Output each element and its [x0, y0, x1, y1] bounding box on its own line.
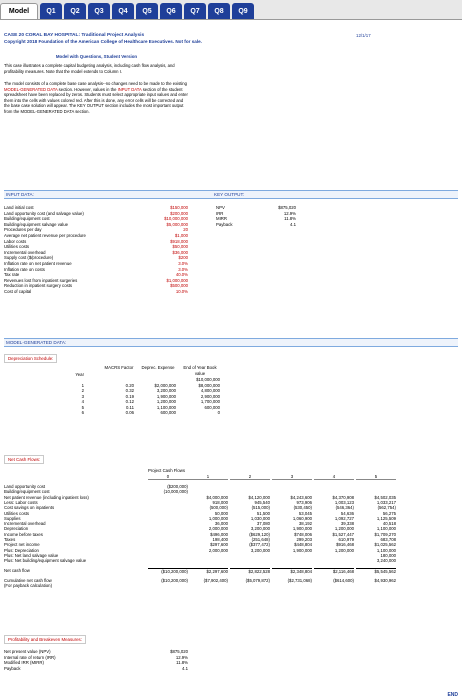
cf-value: 1,900,000 — [292, 526, 312, 532]
cf-value: 51,500 — [256, 510, 270, 516]
net-cash-flow-value: $2,116,468 — [314, 568, 354, 574]
cf-value: 3,240,000 — [376, 558, 396, 564]
model-generated-header: MODEL-GENERATED DATA: — [4, 338, 458, 347]
profit-label: Net present value (NPV) — [4, 649, 51, 654]
dep-book: 600,000 — [204, 404, 220, 410]
tab-q8[interactable]: Q8 — [208, 3, 230, 19]
cf-year-header: 2 — [230, 474, 270, 480]
cf-value: 1,200,000 — [334, 526, 354, 532]
dep-year: 5 — [81, 404, 84, 410]
input-value-cell[interactable]: $200 — [178, 255, 188, 261]
cf-value: 1,033,217 — [376, 499, 396, 505]
input-value-cell[interactable]: 40.0% — [175, 272, 188, 278]
dep-book: 4,800,000 — [200, 388, 220, 393]
key-output-label: IRR — [216, 210, 224, 216]
dep-macrs: 0.12 — [125, 399, 134, 404]
cf-value: 1,100,000 — [376, 547, 396, 553]
dep-book: 0 — [217, 410, 220, 415]
dep-book-header: End of Year Book value — [183, 365, 217, 376]
dep-macrs: 0.06 — [125, 410, 134, 415]
cf-value: 683,708 — [380, 537, 396, 542]
net-cash-flow-value: $2,297,600 — [188, 568, 228, 574]
key-output-value: $875,020 — [278, 205, 296, 210]
profit-value: $875,020 — [170, 649, 188, 654]
intro-text: The model consists of a complete base case analysis--no changes need to be made to the existing — [4, 81, 187, 86]
dep-expense: 1,900,000 — [156, 393, 176, 399]
cf-year-header: 0 — [148, 474, 188, 480]
dep-book: 1,700,000 — [200, 399, 220, 404]
cf-row-label: Supplies — [4, 515, 21, 521]
cf-value: $448,804 — [294, 542, 312, 548]
dep-year: 2 — [81, 388, 84, 393]
case-date: 12/1/17 — [356, 33, 371, 38]
cf-value: 945,540 — [254, 499, 270, 505]
input-value-cell[interactable]: $918,000 — [170, 238, 188, 244]
cf-value: 299,203 — [296, 537, 312, 542]
depreciation-title: Depreciation Schedule: — [4, 354, 57, 363]
cf-value: 40,518 — [382, 521, 396, 527]
cf-row-label: Incremental overhead — [4, 521, 46, 527]
net-cash-flow-value: ($10,200,000) — [148, 568, 188, 574]
cf-value: $1,025,562 — [374, 542, 396, 548]
cf-value: (546,364) — [335, 505, 354, 511]
cumulative-note: (For payback calculation) — [4, 583, 53, 588]
intro-highlight: MODEL-GENERATED DATA — [4, 86, 58, 92]
cf-value: 36,000 — [214, 521, 228, 527]
profit-value: 4.1 — [182, 665, 188, 671]
cf-value: 1,060,900 — [292, 515, 312, 521]
profit-label: Modified IRR (MIRR) — [4, 660, 44, 666]
cf-value: 3,200,000 — [250, 526, 270, 532]
input-value-cell[interactable]: $1,000 — [174, 233, 188, 238]
dep-book: $8,000,000 — [198, 382, 220, 388]
cumulative-label: Cumulative net cash flow — [4, 577, 52, 583]
cf-value: (530,450) — [293, 505, 312, 511]
dep-expense: 1,100,000 — [156, 404, 176, 410]
cf-row-label: Plus: Depreciation — [4, 547, 39, 553]
cf-value: 1,003,123 — [334, 499, 354, 505]
cf-value: 918,000 — [212, 499, 228, 505]
cf-value: 2,000,000 — [208, 526, 228, 532]
cf-value: 37,080 — [256, 521, 270, 527]
input-label: Revenues lost from inpatient surgeries — [4, 277, 78, 283]
cf-value: $1,709,270 — [374, 531, 396, 537]
dep-macrs: 0.19 — [125, 393, 134, 399]
input-label: Building/equipment salvage value — [4, 221, 69, 227]
cf-row-label: Cost savings on inpatients — [4, 505, 55, 511]
tab-q4[interactable]: Q4 — [112, 3, 134, 19]
cf-value: 610,979 — [338, 537, 354, 542]
cf-row-label: Building/equipment cost — [4, 489, 50, 495]
key-output-label: Payback — [216, 221, 233, 227]
cf-value: 1,000,000 — [208, 515, 228, 521]
input-label: Land opportunity cost (and salvage value) — [4, 210, 84, 216]
sheet-tab-bar — [0, 0, 462, 20]
cf-value: 1,200,000 — [334, 547, 354, 553]
cf-value: (10,000,000) — [163, 489, 188, 495]
cf-row-label: Taxes — [4, 537, 16, 542]
cf-year-header: 5 — [356, 474, 396, 480]
dep-expense-header: Deprec. Expense — [141, 365, 175, 370]
input-value-cell[interactable]: $500,000 — [170, 283, 188, 289]
dep-macrs: 0.11 — [125, 404, 134, 410]
input-label: Supply cost ($/procedure) — [4, 255, 54, 261]
input-label: Inflation rate on net patient revenue — [4, 261, 72, 266]
input-label: Incremental overhead — [4, 249, 46, 255]
key-output-label: NPV — [216, 205, 225, 210]
cf-row-label: Income before taxes — [4, 531, 43, 537]
cf-value: $4,502,035 — [374, 494, 396, 500]
input-value-cell[interactable]: $150,000 — [170, 205, 188, 210]
input-value-cell[interactable]: $1,000,000 — [166, 277, 188, 283]
key-output-label: KEY OUTPUT: — [214, 192, 245, 197]
cf-value: ($377,472) — [249, 542, 270, 548]
dep-expense: 1,200,000 — [156, 399, 176, 404]
dep-book: 2,900,000 — [200, 393, 220, 399]
dep-book: $10,000,000 — [196, 377, 220, 382]
net-cash-flow-value: $2,348,804 — [272, 568, 312, 574]
cf-value: ($629,120) — [249, 531, 270, 537]
key-output-value: 4.1 — [290, 221, 296, 227]
key-output-label: MIRR — [216, 216, 227, 222]
cumulative-value: ($7,902,400) — [203, 577, 228, 583]
dep-macrs: 0.32 — [125, 388, 134, 393]
cf-row-label: Less: Labor costs — [4, 499, 38, 505]
cf-value: ($200,000) — [167, 484, 188, 489]
profit-label: Internal rate of return (IRR) — [4, 654, 56, 660]
input-label: Reduction in inpatient surgery costs — [4, 283, 73, 289]
input-data-header — [4, 190, 458, 199]
cf-value: $4,243,600 — [290, 494, 312, 500]
cf-value: 39,338 — [340, 521, 354, 527]
input-value-cell[interactable]: $10,000,000 — [164, 216, 188, 222]
profit-label: Payback — [4, 665, 21, 671]
cumulative-value: ($10,200,000) — [161, 577, 188, 583]
tab-q5[interactable]: Q5 — [136, 3, 158, 19]
dep-macrs: 0.20 — [125, 382, 134, 388]
cf-row-label: Land opportunity cost — [4, 484, 46, 489]
input-label: Procedures per day — [4, 227, 42, 233]
cf-value: 54,636 — [340, 510, 354, 516]
input-label: Utilities costs — [4, 244, 30, 250]
dep-year: 1 — [81, 382, 84, 388]
dep-expense: 600,000 — [160, 410, 176, 415]
dep-year: 6 — [81, 410, 84, 415]
cf-row-label: Plus: Net land salvage value — [4, 552, 59, 558]
intro-text: section of the student spreadsheet have been replaced by zeros. Students must select appropriate input values and enter them into the cells with values colored red. After this is done, any error cells will be corrected and the base case solution will appear. The KEY OUTPUT section includes the most important output from the MODEL-GENERATED DATA section. — [4, 86, 188, 114]
cf-value: $4,000,000 — [206, 494, 228, 500]
case-title: CASE 20 CORAL BAY HOSPITAL: Traditional Project Analysis — [4, 33, 145, 38]
cf-value: $496,000 — [210, 531, 228, 537]
cf-value: 973,906 — [296, 499, 312, 505]
cf-value: 1,125,509 — [376, 515, 396, 521]
intro-highlight: INPUT DATA — [117, 86, 142, 92]
intro-paragraph-2 — [4, 81, 189, 115]
cf-value: $916,468 — [336, 542, 354, 548]
dep-year: 4 — [81, 399, 84, 404]
net-cash-flow-label: Net cash flow — [4, 567, 30, 573]
net-cash-flow-value: $2,822,528 — [230, 568, 270, 574]
cf-value: (500,000) — [209, 505, 228, 511]
tab-q6[interactable]: Q6 — [160, 3, 182, 19]
key-output-value: 12.9% — [283, 210, 296, 216]
cf-value: (515,000) — [251, 505, 270, 511]
input-label: Average net patient revenue per procedure — [4, 233, 86, 238]
profit-value: 11.8% — [176, 660, 188, 666]
dep-expense: 3,200,000 — [156, 388, 176, 393]
tab-q9[interactable]: Q9 — [232, 3, 254, 19]
dep-macrs-header: MACRS Factor — [104, 365, 134, 370]
input-value-cell[interactable]: 3.0% — [178, 266, 188, 272]
cumulative-value: ($2,731,068) — [287, 577, 312, 583]
input-label: Land initial cost — [4, 205, 34, 210]
cf-value: $1,527,447 — [332, 531, 354, 537]
input-label: Building/equipment cost — [4, 216, 50, 222]
input-value-cell[interactable]: 3.0% — [178, 261, 188, 266]
tab-q1[interactable]: Q1 — [40, 3, 62, 19]
input-label: Cost of capital — [4, 289, 32, 294]
cf-value: (562,754) — [377, 505, 396, 511]
tab-q2[interactable]: Q2 — [64, 3, 86, 19]
cf-row-label: Project net income — [4, 542, 40, 548]
cf-value: 53,045 — [298, 510, 312, 516]
cf-year-header: 1 — [188, 474, 228, 480]
tab-q3[interactable]: Q3 — [88, 3, 110, 19]
copyright-line: Copyright 2018 Foundation of the American College of Healthcare Executives. Not for sale. — [4, 39, 202, 44]
model-subtitle: Model with Questions, Student Version — [55, 54, 138, 59]
input-value-cell[interactable]: $5,000,000 — [166, 221, 188, 227]
input-value-cell[interactable]: $36,000 — [172, 249, 188, 255]
input-label: Labor costs — [4, 238, 27, 244]
net-cash-flow-value: $5,545,562 — [356, 568, 396, 574]
cf-value: $4,120,000 — [248, 494, 270, 500]
input-data-label: INPUT DATA: — [6, 192, 34, 197]
cf-value: 180,000 — [380, 552, 396, 558]
input-label: Inflation rate on costs — [4, 266, 45, 272]
cf-header: Project Cash Flows — [148, 468, 186, 473]
cf-value: $297,600 — [210, 542, 228, 548]
input-value-cell[interactable]: $200,000 — [170, 210, 188, 216]
cash-flow-title: Net Cash Flows: — [4, 455, 44, 464]
input-label: Tax rate — [4, 272, 20, 278]
tab-q7[interactable]: Q7 — [184, 3, 206, 19]
key-output-value: 11.8% — [284, 216, 296, 222]
cf-row-label: Plus: Net building/equipment salvage value — [4, 558, 87, 564]
cf-value: 1,900,000 — [292, 547, 312, 553]
cf-value: 3,200,000 — [250, 547, 270, 553]
profit-value: 12.9% — [175, 654, 188, 660]
cf-value: 2,000,000 — [208, 547, 228, 553]
cf-row-label: Utilities costs — [4, 510, 30, 516]
cumulative-value: ($614,600) — [333, 577, 354, 583]
cf-year-header: 3 — [272, 474, 312, 480]
dep-expense: $2,000,000 — [154, 382, 176, 388]
cf-value: $4,370,908 — [332, 494, 354, 500]
cf-value: (251,648) — [251, 537, 270, 542]
worksheet[interactable] — [4, 22, 458, 700]
input-value-cell[interactable]: $50,000 — [172, 244, 188, 250]
cf-value: 38,192 — [298, 521, 312, 527]
tab-model[interactable]: Model — [0, 3, 38, 19]
end-marker: END — [447, 692, 458, 698]
input-value-cell[interactable]: 10.0% — [175, 289, 188, 294]
cf-value: 1,092,727 — [334, 515, 354, 521]
cf-value: 56,275 — [382, 510, 396, 516]
cumulative-value: $4,930,962 — [374, 577, 396, 583]
input-value-cell[interactable]: 20 — [183, 227, 188, 233]
cumulative-value: ($5,079,872) — [245, 577, 270, 583]
cf-year-header: 4 — [314, 474, 354, 480]
cf-value: 198,400 — [212, 537, 228, 542]
dep-year: 3 — [81, 393, 84, 399]
cf-row-label: Net patient revenue (including inpatient loss) — [4, 494, 89, 500]
profitability-title: Profitability and Breakeven Measures: — [4, 635, 86, 644]
cf-value: 50,000 — [214, 510, 228, 516]
cf-value: 1,030,000 — [250, 515, 270, 521]
cf-value: $748,006 — [294, 531, 312, 537]
intro-text: section. However, values in the — [57, 86, 118, 92]
cf-row-label: Depreciation — [4, 526, 29, 532]
intro-paragraph-1: This case illustrates a complete capital budgeting analysis, including cash flow analysis, and profitability measures. Note that the model extends to Column I. — [4, 63, 175, 74]
cf-value: 1,100,000 — [376, 526, 396, 532]
dep-year-header: Year — [75, 372, 84, 377]
